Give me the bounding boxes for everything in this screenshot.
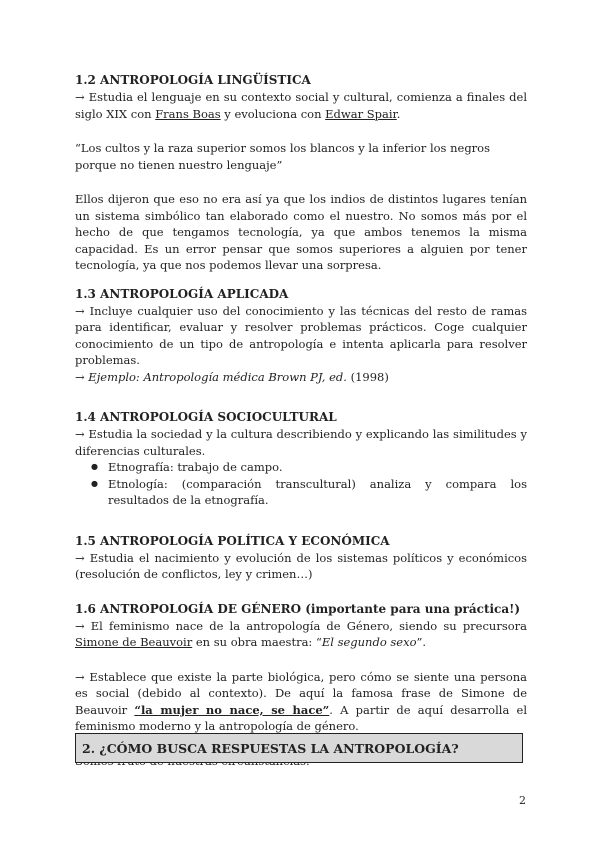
link-simone-de-beauvoir[interactable]: Simone de Beauvoir — [75, 635, 193, 649]
paragraph-sociocultural — [75, 426, 527, 459]
page-content — [75, 72, 527, 769]
text-fragment: en su obra maestra: “ — [192, 635, 322, 649]
page-number: 2 — [519, 794, 526, 807]
heading-politica-economica: 1.5 ANTROPOLOGÍA POLÍTICA Y ECONÓMICA — [75, 533, 390, 548]
arrow-icon: → — [75, 550, 85, 565]
text-fragment: Estudia el lenguaje en su contexto social y cultural, comienza a finales del siglo XIX con — [75, 90, 528, 121]
text-fragment: Estudia la sociedad y la cultura describiendo y explicando las similitudes y diferencias culturales. — [75, 427, 527, 458]
link-edwar-spair[interactable]: Edwar Spair — [325, 106, 397, 121]
example-line — [75, 369, 527, 386]
famous-phrase: “la mujer no nace, se hace” — [134, 702, 330, 717]
heading-linguistica: 1.2 ANTROPOLOGÍA LINGÜÍSTICA — [75, 73, 311, 87]
arrow-icon: → — [75, 90, 85, 104]
list-item: ● Etnografía: trabajo de campo. — [108, 459, 527, 476]
heading-aplicada: 1.3 ANTROPOLOGÍA APLICADA — [75, 286, 289, 301]
heading-genero: 1.6 ANTROPOLOGÍA DE GÉNERO (importante para una práctica!) — [75, 601, 521, 616]
text-fragment: . A partir de aquí desarrolla el feminismo moderno y la antropología de género. — [75, 702, 527, 733]
quote-paragraph: “Los cultos y la raza superior somos los blancos y la inferior los negros porque no tienen nuestro lenguaje” — [75, 141, 491, 172]
paragraph-genero — [75, 618, 527, 651]
text-fragment: El feminismo nace de la antropología de Género, siendo su precursora — [90, 618, 528, 633]
arrow-icon: → — [75, 669, 85, 684]
section-2-title: 2. ¿CÓMO BUSCA RESPUESTAS LA ANTROPOLOGÍA? — [82, 740, 459, 756]
text-fragment: . — [396, 106, 401, 121]
paragraph-explanation: Ellos dijeron que eso no era así ya que los indios de distintos lugares tenían un sistema simbólico tan elaborado como el nuestro. No somos más por el hecho de que tengamos tecnología, ya que ambos tenemos la misma capacidad. Es un error pensar que somos superiores a alguien por tener tecnología, ya que nos podemos llevar una sorpresa. — [75, 192, 527, 272]
section-2-heading-box — [75, 733, 523, 763]
text-fragment: Incluye cualquier uso del conocimiento y las técnicas del resto de ramas para identificar, evaluar y resolver problemas prácticos. Coge cualquier conocimiento de un tipo de antropología e intenta aplicarla para resolver problemas. — [75, 303, 527, 367]
text-fragment: ”. — [416, 635, 427, 649]
text-fragment: y evoluciona con — [220, 106, 326, 121]
paragraph-politica-economica — [75, 550, 527, 583]
arrow-icon: → — [75, 427, 85, 441]
text-fragment: Establece que existe la parte biológica, pero cómo se siente una persona es social (debido al contexto). De aquí la famosa frase de Simone de Beauvoir — [75, 669, 528, 717]
work-title: El segundo sexo — [321, 635, 417, 649]
arrow-icon: → — [75, 618, 85, 633]
example-year: (1998) — [346, 369, 389, 384]
example-text: Ejemplo: Antropología médica Brown PJ, ed. — [88, 369, 347, 384]
arrow-icon: → — [75, 369, 85, 384]
text-fragment: Estudia el nacimiento y evolución de los sistemas políticos y económicos (resolución de conflictos, ley y crimen…) — [75, 550, 528, 581]
heading-sociocultural: 1.4 ANTROPOLOGÍA SOCIOCULTURAL — [75, 410, 337, 424]
link-frans-boas[interactable]: Frans Boas — [155, 106, 221, 121]
paragraph-linguistica — [75, 89, 527, 122]
arrow-icon: → — [75, 303, 85, 318]
paragraph-biologica — [75, 669, 527, 735]
bullet-list — [75, 459, 527, 509]
paragraph-aplicada — [75, 303, 527, 369]
list-item: ● Etnología: (comparación transcultural) analiza y compara los resultados de la etnografía. — [108, 476, 527, 509]
